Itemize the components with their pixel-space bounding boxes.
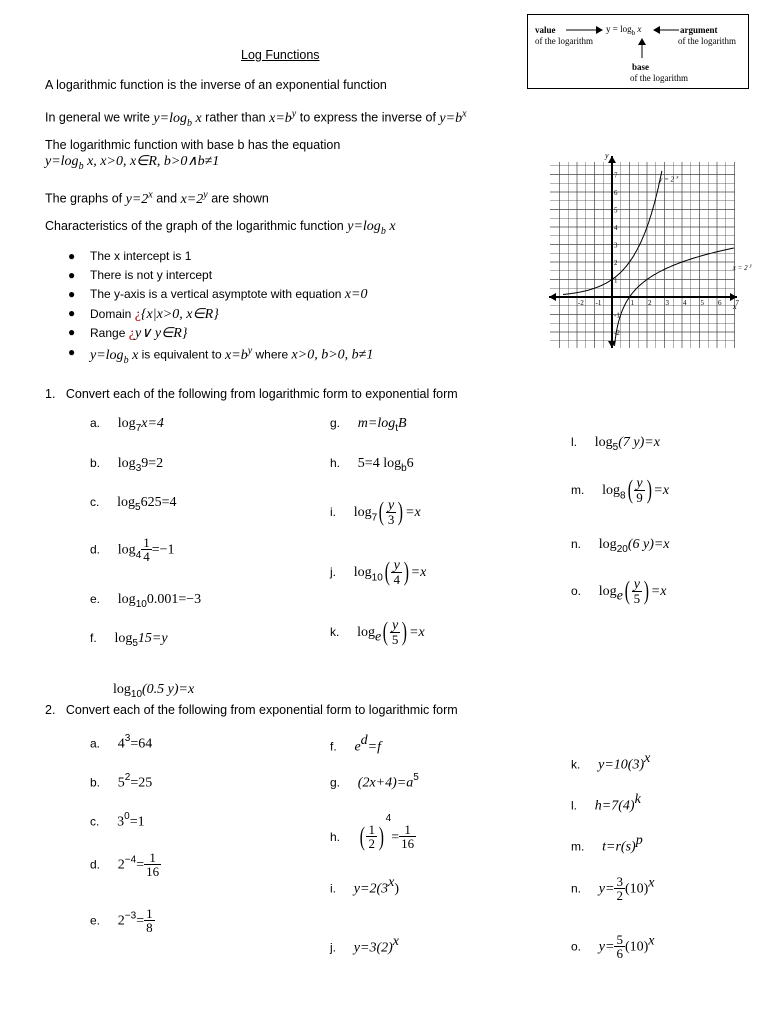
math-expr: $y=b^x$ [439, 108, 467, 126]
q2-item-j: j. $y=3(2)^x$ [330, 934, 399, 956]
y-tick-label: 2 [614, 259, 618, 267]
intro-line-2 [45, 106, 467, 131]
x-tick-label: -1 [595, 299, 602, 307]
q1-item-e: e. $\log_{10}0.001=-3$ [90, 592, 202, 611]
diagram-value-label: value [535, 25, 556, 35]
y-tick-label: 1 [614, 276, 618, 285]
x-tick-label: 4 [683, 299, 687, 307]
q2-item-b: b. $5^2=25$ [90, 772, 153, 791]
bullet-item: ● Range ¿y∨ y∈R} [68, 325, 188, 341]
x-axis-label: x [733, 302, 737, 311]
intro-text: to express the inverse of [299, 110, 436, 125]
q2-item-f: f. $e^d=f$ [330, 733, 382, 755]
x-tick-label: 6 [718, 299, 722, 307]
y-axis-label: y [605, 151, 609, 160]
q2-item-l: l. $h=7(4)^k$ [571, 792, 641, 814]
q1-heading: 1. Convert each of the following from logarithmic form to exponential form [45, 387, 458, 401]
q2-item-e: e. $2^{-3}=$ $\frac{1}{8}$ [90, 906, 153, 935]
x-tick-label: 7 [735, 299, 739, 307]
q2-item-i: i. $y=2(3^x)$ [330, 875, 399, 897]
x-tick-label: 5 [700, 299, 704, 307]
math-expr: $x=b^y$ [269, 108, 297, 126]
exp-log-graph [545, 150, 752, 350]
q1-item-n: n. $\log_{20}(6$ y)=x [571, 537, 670, 556]
q1-item-m: m. $\log_8$( $\frac{y}{9}$ ) =x [571, 475, 670, 505]
q2-item-h: h. ( $\frac{1}{2}$ )$^4$= $\frac{1}{16}$ [330, 813, 415, 852]
exp-curve-label: y = 2 [659, 175, 675, 184]
intro-line-6: Characteristics of the graph of the logarithmic function $y=\log_b$ x [45, 219, 396, 237]
y-tick-label: 6 [614, 189, 618, 197]
x-tick-label: 3 [665, 299, 669, 307]
intro-line-3: The logarithmic function with base b has the equation [45, 138, 341, 152]
arrow-up-icon [637, 37, 647, 59]
diagram-base-label: base [632, 62, 650, 72]
q1-item-b: b. $\log_39=2$ [90, 456, 164, 475]
q1-item-f: f. $\log_515=y$ [90, 631, 168, 650]
log-curve-label: x = 2 [732, 263, 748, 272]
q1-item-i: i. $\log_7$( $\frac{y}{3}$ ) =x [330, 497, 421, 527]
y-tick-label: 7 [614, 171, 618, 180]
q1-item-k: k. $\log_e$( $\frac{y}{5}$ ) =x [330, 617, 425, 647]
math-expr: $y=\log_b$ x [153, 110, 202, 129]
y-tick-label: -1 [614, 311, 620, 320]
bullet-item: ● The x intercept is 1 [68, 249, 192, 263]
arrow-right-icon [564, 25, 604, 35]
y-tick-label: 4 [614, 224, 618, 232]
y-tick-label: 5 [614, 206, 618, 215]
q1-item-o: o. $\log_e$( $\frac{y}{5}$ ) =x [571, 576, 667, 606]
diagram-base-caption: of the logarithm [630, 73, 688, 83]
q2-item-a: a. $4^3=64$ [90, 733, 153, 752]
log-definition-diagram [527, 14, 749, 89]
q1-item-l: l. $\log_5(7$ y)=x [571, 435, 660, 454]
y-axis-arrow-up [608, 156, 616, 163]
q2-heading: 2. Convert each of the following from exponential form to logarithmic form [45, 703, 458, 717]
diagram-argument-caption: of the logarithm [678, 36, 736, 46]
diagram-equation: $y = \log_b x$ [606, 24, 642, 37]
intro-line-5: The graphs of $y=2^x$ and $x=2^y$ are shown [45, 189, 269, 207]
q2-item-n: n. y= $\frac{3}{2}$ $(10)^x$ [571, 874, 655, 903]
intro-text: In general we write [45, 110, 150, 125]
intro-text: rather than [205, 110, 266, 125]
diagram-argument-label: argument [680, 25, 718, 35]
bullet-item: ● There is not y intercept [68, 268, 213, 282]
x-tick-label: -2 [578, 299, 584, 307]
q1-item-g: g. $m=\log_tB$ [330, 416, 407, 435]
q1-item-a: a. $\log_7x=4$ [90, 416, 164, 435]
q2-item-k: k. $y=10(3)^x$ [571, 751, 651, 773]
intro-line-1: A logarithmic function is the inverse of an exponential function [45, 78, 387, 92]
bullet-item: ● Domain ¿{x|x>0, x∈R} [68, 306, 219, 322]
x-tick-label: 1 [630, 299, 634, 307]
log-curve-label-sup: y [749, 263, 752, 269]
q2-item-m: m. $t=r(s)^p$ [571, 833, 643, 855]
q1-item-c: c. $\log_5625=4$ [90, 495, 177, 514]
q1-extra-item: $\log_{10}(0.5$ y)=x [113, 682, 195, 701]
exp-curve-label-sup: x [676, 175, 679, 181]
intro-line-4: $y=\log_b$ x, x>0, x∈R, b>0∧b≠1 [45, 154, 220, 172]
page-title: Log Functions [241, 48, 320, 62]
q1-item-j: j. $\log_{10}$( $\frac{y}{4}$ ) =x [330, 557, 427, 587]
q1-item-d: d. $\log_4$ $\frac{1}{4}$ =−1 [90, 535, 175, 564]
q2-item-c: c. $3^0=1$ [90, 811, 145, 830]
q2-item-g: g. $(2x+4)=a^5$ [330, 772, 419, 791]
diagram-value-caption: of the logarithm [535, 36, 593, 46]
x-tick-label: 2 [648, 299, 652, 307]
q2-item-o: o. y= $\frac{5}{6}$ $(10)^x$ [571, 932, 655, 961]
arrow-left-icon [652, 25, 680, 35]
bullet-item: ● $y=\log_b$ x is equivalent to $x=b^y$ where x>0, b>0, b≠1 [68, 345, 374, 366]
y-tick-label: -2 [614, 329, 620, 337]
q1-item-h: h. 5=4 $\log_b6$ [330, 456, 414, 475]
q2-item-d: d. $2^{-4}=$ $\frac{1}{16}$ [90, 850, 160, 879]
y-tick-label: 3 [614, 241, 618, 250]
x-axis-arrow-left [549, 293, 556, 301]
bullet-item: ● The y-axis is a vertical asymptote with equation x=0 [68, 287, 368, 302]
